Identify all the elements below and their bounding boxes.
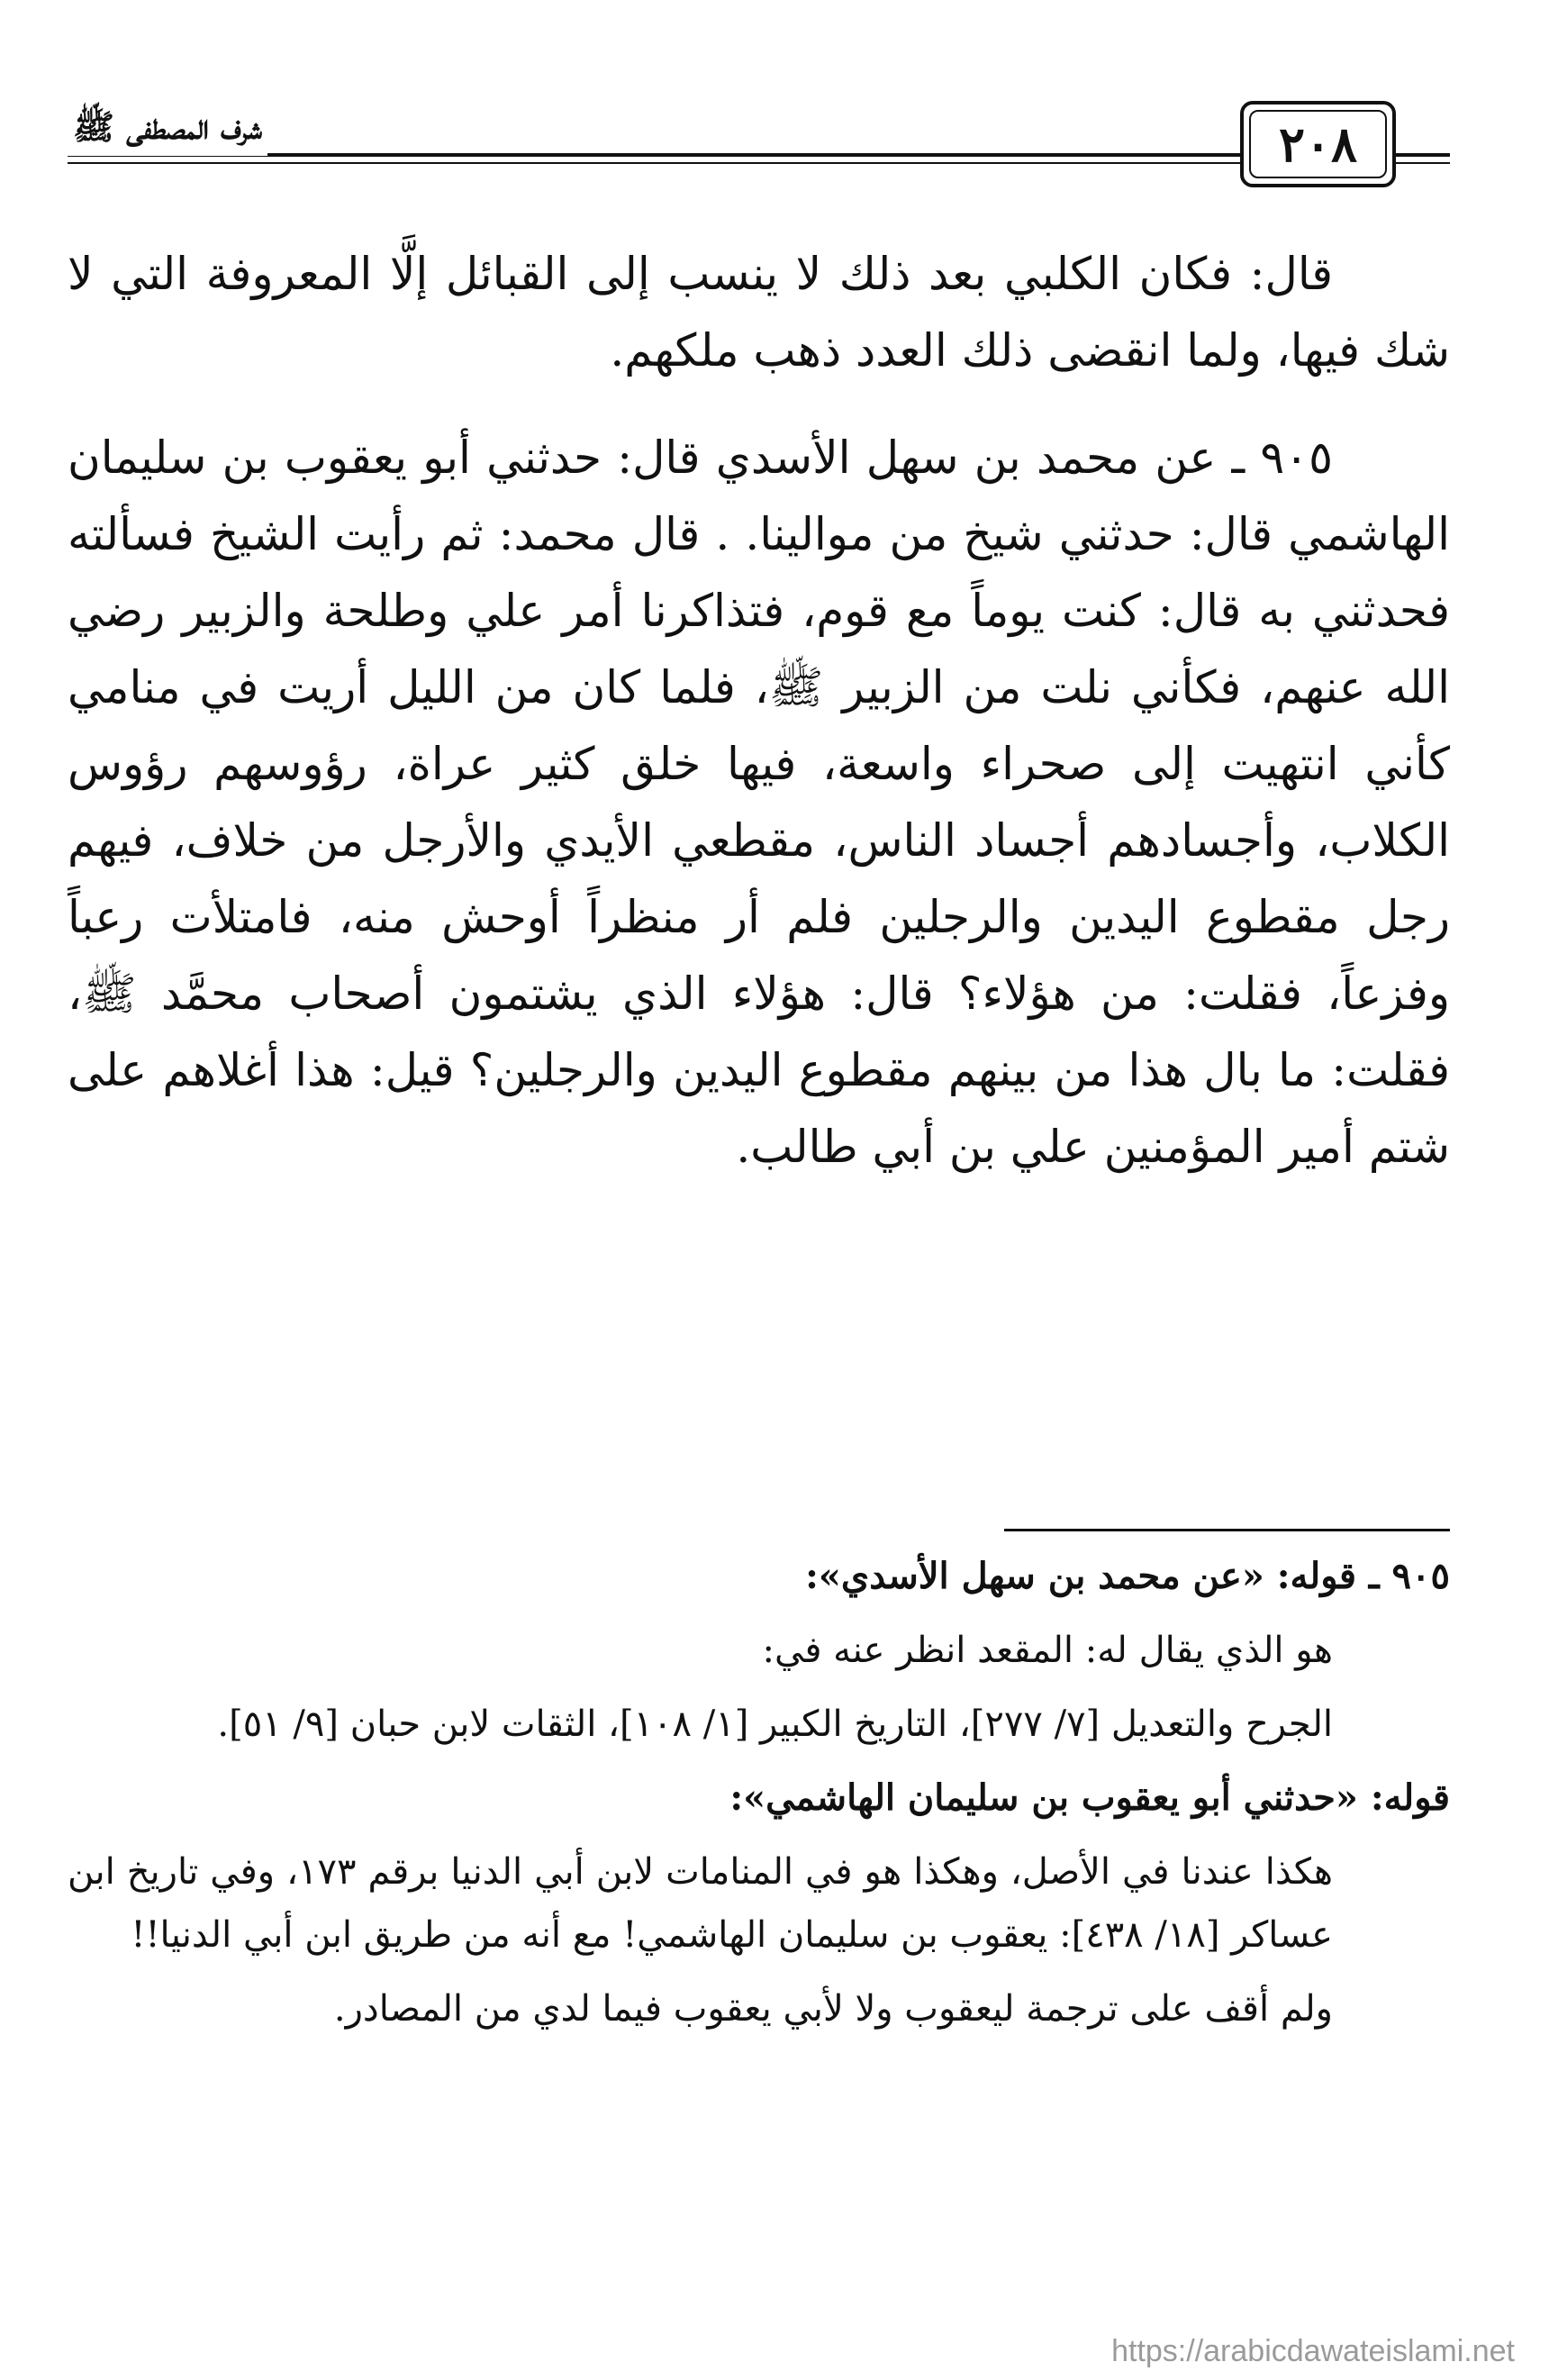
footnote-905-heading: ٩٠٥ ـ قوله: «عن محمد بن سهل الأسدي»:	[805, 1555, 1450, 1597]
footnote-separator	[1004, 1529, 1450, 1531]
footnote-2-heading: قوله: «حدثني أبو يعقوب بن سليمان الهاشمي»:	[729, 1776, 1450, 1819]
page-header	[68, 90, 1450, 189]
page-number: ٢٠٨	[1279, 115, 1358, 173]
footnote-2-text: هكذا عندنا في الأصل، وهكذا هو في المنامات لابن أبي الدنيا برقم ١٧٣، وفي تاريخ ابن عساكر [١٨/ ٤٣٨]: يعقوب بن سليمان الهاشمي! مع أنه من طريق ابن أبي الدنيا!!	[68, 1851, 1334, 1956]
watermark-url: https://arabicdawateislami.net	[1111, 2334, 1515, 2368]
paragraph-1: قال: فكان الكلبي بعد ذلك لا ينسب إلى القبائل إلَّا المعروفة التي لا شك فيها، ولما انقضى ذلك العدد ذهب ملكهم.	[68, 248, 1450, 377]
book-title: شرف المصطفى ﷺ	[68, 106, 267, 156]
footnote-905-references: الجرح والتعديل [٧/ ٢٧٧]، التاريخ الكبير [١/ ١٠٨]، الثقات لابن حبان [٩/ ٥١].	[217, 1703, 1333, 1745]
page-number-frame	[1240, 101, 1396, 187]
footnote-2-closing: ولم أقف على ترجمة ليعقوب ولا لأبي يعقوب فيما لدي من المصادر.	[333, 1988, 1333, 2030]
footnote-905-line: هو الذي يقال له: المقعد انظر عنه في:	[762, 1630, 1333, 1671]
main-text	[68, 236, 1450, 1216]
paragraph-905: ٩٠٥ ـ عن محمد بن سهل الأسدي قال: حدثني أبو يعقوب بن سليمان الهاشمي قال: حدثني شيخ من موالينا. . قال محمد: ثم رأيت الشيخ فسألته فحدثني به قال: كنت يوماً مع قوم، فتذاكرنا أمر علي وطلحة والزبير رضي الله عنهم، فكأني نلت من الزبير ﷺ، فلما كان من الليل أريت في منامي كأني انتهيت إلى صحراء واسعة، فيها خلق كثير عراة، رؤوسهم رؤوس الكلاب، وأجسادهم أجساد الناس، مقطعي الأيدي والأرجل من خلاف، فيهم رجل مقطوع اليدين والرجلين فلم أر منظراً أوحش منه، فامتلأت رعباً وفزعاً، فقلت: من هؤلاء؟ قال: هؤلاء الذي يشتمون أصحاب محمَّد ﷺ، فقلت: ما بال هذا من بينهم مقطوع اليدين والرجلين؟ قيل: هذا أغلاهم على شتم أمير المؤمنين علي بن أبي طالب.	[68, 431, 1450, 1173]
footnotes	[68, 1545, 1450, 2051]
